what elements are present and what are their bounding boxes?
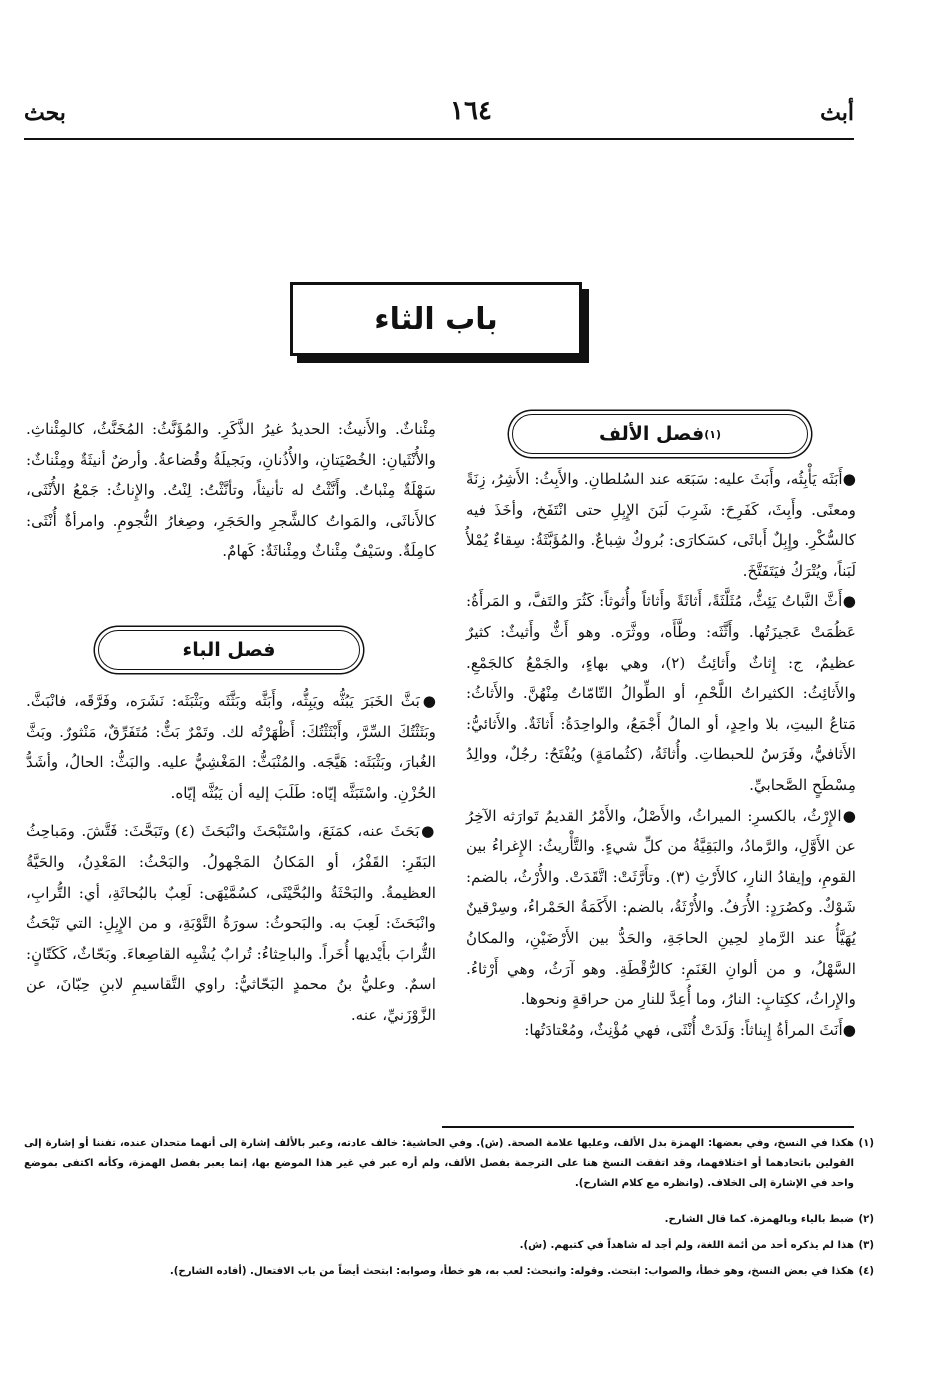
footnote-3 [24, 1236, 874, 1256]
chapter-title-box [290, 282, 582, 356]
left-column [26, 414, 436, 567]
section-heading-ba-label: فصل الباء [182, 639, 276, 661]
footnote-1 [24, 1134, 874, 1194]
header-entry-word-right: أبث [820, 100, 854, 126]
footnote-2 [24, 1210, 874, 1230]
footnote-text: هذا لم يذكره أحد من أئمة اللغة، ولم أجد له شاهداً في كتبهم. (ش). [519, 1240, 854, 1251]
chapter-title: باب الثاء [374, 301, 498, 337]
entry-athth: ●أَثَّ النَّباتُ يَئِثُّ، مُثَلَّثَةً، أَثاثَةً وأَثاثاً وأُثوثاً: كَثُرَ والتَفَّ، و المَرأَةُ: عَظُمَتْ عَجيزَتُها. وأَثَّثَه: وطَّأَه، ووثَّرَه. وهو أَثٌّ وأَثيثٌ: كثيرٌ عظيمٌ، ج: إِثاثٌ وأَثائِثُ (٢)، وهي بهاءٍ، والجَمْعُ كالجَمْعِ. والأَثائِثُ: الكثيراتُ اللَّحْمِ، أو الطِّوالُ التّامّاتُ مِنْهُنَّ. والأَثاثُ: مَتاعُ البيتِ، بلا واحِدٍ، أو المالُ أَجْمَعُ، والواحِدَةُ: أَثاثَةٌ. والأَثائيُّ: الأَثافيُّ، وفَرَسٌ للحبطاتِ. وأُثاثَةُ، (كثُمامَةٍ) ويُفْتَحُ: رجُلٌ، ووالِدُ مِسْطَحٍ الصَّحابيِّ. [466, 592, 856, 794]
footnote-text: هكذا في النسخ، وفي بعضها: الهمزة بدل الألف، وعليها علامة الصحة. (ش). وفي الحاشية: خالف عادته، وعبر بالألف إشارة إلى أنهما متحدان عنده، تفننا أو إشارة إلى القولين باتحادهما أو اختلافهما، وقد اتفقت النسخ هنا على الترجمة بفصل الألف، ولم أره عبر في غير هذا الموضع بها، إنما يعبر بفصل الهمزة، وكأنه اكتفى بموضع واحد في الإشارة إلى الخلاف. (وانظره مع كلام الشارح). [24, 1138, 854, 1189]
page-number: ١٦٤ [450, 96, 492, 126]
header-entry-word-left: بحث [24, 100, 66, 126]
footnote-text: هكذا في بعض النسخ، وهو خطأ، والصواب: ابتحث. وقوله: وانبحث: لعب به، هو خطأ، وصوابه: ابتحث أيضاً من باب الافتعال. (أفاده الشارح). [169, 1266, 854, 1277]
section-heading-alif-label: فصل الألف [599, 423, 705, 445]
footnote-4 [24, 1262, 874, 1282]
entry-abath: ●أَبَثَه يَأْبِثُه، وأَبَثَ عليه: سَبَعَه عند السُلطانِ. والأَبِثُ: الأَشِرُ، زِنَةً ومعنًى. وأَبِثَ، كَفَرِحَ: شَرِبَ لَبَنَ الإِبِلِ حتى انْتَفَخ، وأخَذَ فيه كالسُّكْرِ. وإِبِلٌ أَباثَى، كسَكارَى: بُروكٌ شِباعٌ. والمُؤَبَّثَةُ: سِقاءٌ يُمْلأُ لَبَناً، ويُتْرَكُ فيَتَفَتَّخَ. [466, 470, 856, 580]
right-column [466, 464, 856, 1045]
footnote-number: (٢) [858, 1214, 874, 1225]
left-column-ba [26, 686, 436, 1031]
footnote-number: (٤) [858, 1266, 874, 1277]
entry-anath: ●أَنَثَ المرأةُ إِيناثاً: وَلَدَتْ أُنْثَى، فهي مُؤْنِثٌ، ومُعْتادَتُها: [524, 1020, 856, 1039]
entry-irth: ●الإِرْثُ، بالكسرِ: الميراثُ، والأَصْلُ، والأَمْرُ القديمُ تَوارَثه الآخِرُ عن الأَوَّلِ، والرَّمادُ، والبَقِيَّةُ من كلِّ شيءٍ. والتَّأْريثُ: الإِغراءُ بين القومِ، وإيقادُ النارِ، كالأَرْثِ (٣). وتأَرَّثَتْ: اتَّقَدَتْ. والأُرْثُ، بالضم: شَوْكٌ. وكصُرَدٍ: الأُرَفُ. والأُرْثَةُ، بالضم: الأَكَمَةُ الحَمْراءُ، وسِرْقينٌ يُهَيَّأُ عند الرَّمادِ لحِينِ الحاجَةِ، والحَدُّ بين الأَرْضَيْنِ، والمكانُ السَّهْلُ، و من ألوانِ الغَنَمِ: كالرُّقْطَةِ. وهو آرَثُ، وهي أَرْثاءُ. والإِراثُ، ككِتابٍ: النارُ، وما أُعِدَّ للنارِ من حراقةٍ ونحوها. [466, 806, 856, 1009]
section-heading-alif [512, 414, 808, 454]
footnote-rule [442, 1126, 854, 1128]
entry-baththa: ●بَثَّ الخَبَرَ يَبُثُّه ويَبِثُّه، وأَبَثَّه وبَثَّثَه وبَثْبَثَه: نَشَرَه، وفَرَّقَه، فانْبَثَّ. وبَثَثْتُكَ السِّرَّ، وأَبْثَثْتُكَ: أَظْهَرْتُه لك. وتَمْرٌ بَثٌّ: مُتَفَرِّقٌ، مَنْثورٌ. وبَثَّ الغُبارَ، وبَثْبَثَه: هَيَّجَه. والمُنْبَثُّ: المَغْشِيُّ عليه. والبَثُّ: الحالُ، وأشَدُّ الحُزْنِ. واسْتَبَثَّه إيّاه: طَلَبَ إليه أن يَبُثَّه إيّاه. [26, 692, 436, 802]
footnote-ref-1: (١) [704, 427, 721, 441]
section-heading-ba [98, 630, 360, 670]
footnote-number: (٣) [858, 1240, 874, 1251]
entry-anath-cont: مِئْناثٌ. والأَنيثُ: الحديدُ غيرُ الذَّكَرِ. والمُؤَنَّثُ: المُخَنَّثُ، كالمِئْناثِ. والأُنْثَيانِ: الخُصْيَتانِ، والأُذُنانِ، وبَجيلَةُ وقُضاعةُ. وأرضٌ أنيثَةٌ ومِئْناثٌ: سَهْلَةٌ مِنْباتٌ. وأَنَّثْتُ له تأنيثاً، وتأنَّثْتُ: لِنْتُ. والإِناثُ: جَمْعُ الأُنْثَى، كالأَناثَى، والمَواتُ كالشَّجرِ والحَجَرِ، وصِغارُ النُّجومِ. وامرأةٌ أُنْثَى: كامِلَةٌ. وسَيْفٌ مِئْناثٌ ومِئْناثَةٌ: كَهامٌ. [26, 420, 436, 561]
header-rule [24, 138, 854, 140]
footnote-text: ضبط بالياء وبالهمزة. كما قال الشارح. [664, 1214, 854, 1225]
entry-bahatha: ●بَحَثَ عنه، كمَنَعَ، واسْتَبْحَثَ وانْبَحَثَ (٤) وتَبَحَّثَ: فَتَّشَ. ومَباحِثُ البَقَرِ: القَفْرُ، أو المَكانُ المَجْهولُ. والبَحْثُ: المَعْدِنُ، والحَيَّةُ العظيمةُ. والبَحْثَةُ والبُحَّيْثَى، كسُمَّيْهَى: لَعِبٌ بالبُحاثَةِ، أي: التُّرابِ، وانْبَحَثَ: لَعِبَ به. والبَحوثُ: سورَةُ التَّوْبَةِ، و من الإِبِلِ: التي تَبْحَثُ التُّرابَ بأَيْديها أُخَراً. والباحِثاءُ: تُرابٌ يُشْبِه القاصِعاءَ. وبَحّاثٌ، كَكَتّانٍ: اسمٌ. وعليُّ بنُ محمدٍ البَحّاثيُّ: راوي التَّقاسيمِ لابنِ حِبّانَ، عن الزَّوْزَنيِّ، عنه. [26, 822, 436, 1024]
footnote-number: (١) [858, 1138, 874, 1149]
